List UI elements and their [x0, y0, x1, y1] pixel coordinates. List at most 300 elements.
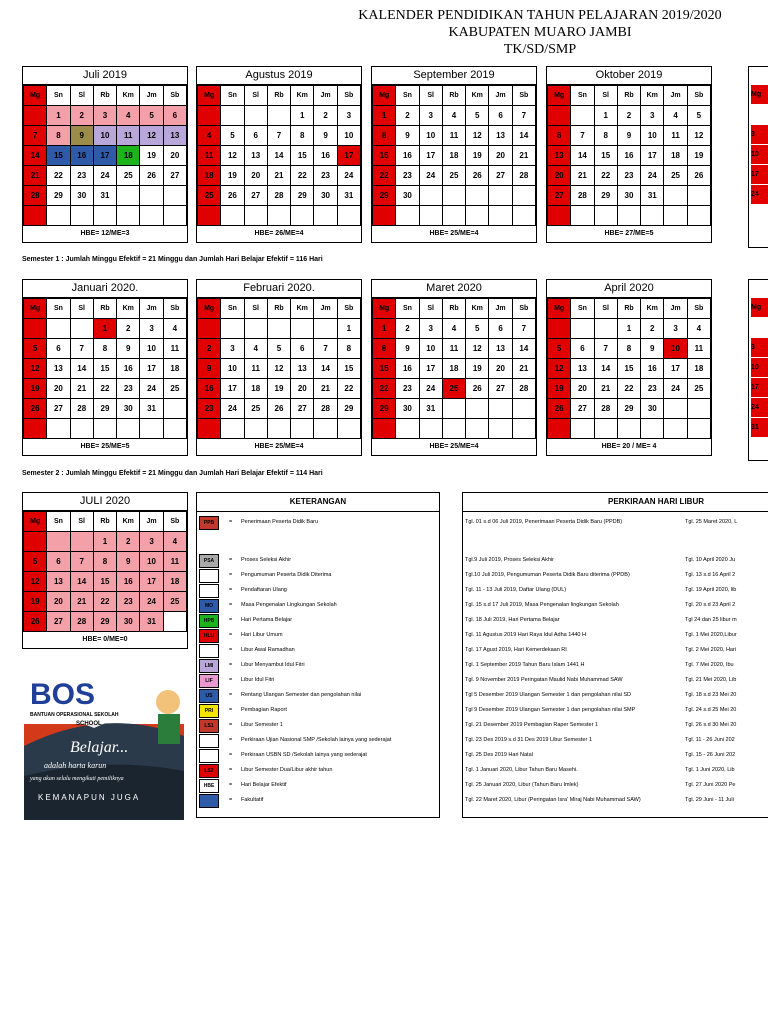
date-cell [571, 319, 594, 339]
date-cell: 14 [571, 146, 594, 166]
date-cell: 23 [117, 379, 140, 399]
date-cell: 8 [93, 552, 116, 572]
day-name-cell: Km [291, 86, 314, 106]
day-name-cell: Jm [140, 86, 163, 106]
date-cell: 15 [93, 572, 116, 592]
day-name-cell: Jm [489, 86, 512, 106]
date-cell: 17 [221, 379, 244, 399]
date-cell [267, 106, 290, 126]
date-cell [221, 206, 244, 226]
bos-logo-text: BOS [30, 678, 96, 711]
date-cell [373, 419, 396, 439]
month-title: September 2019 [372, 67, 536, 85]
bos-line-3: KEMANAPUN JUGA [38, 793, 141, 802]
date-cell: 12 [466, 339, 489, 359]
holiday-row [463, 658, 768, 672]
date-cell: 25 [198, 186, 221, 206]
date-cell [442, 419, 465, 439]
calendar-month [371, 66, 537, 243]
day-name-cell: Sb [337, 86, 360, 106]
legend-code: MO [199, 599, 219, 613]
date-cell: 5 [221, 126, 244, 146]
date-cell: 27 [291, 399, 314, 419]
stub-cell [751, 318, 768, 337]
date-cell: 2 [617, 106, 640, 126]
date-cell: 3 [93, 106, 116, 126]
date-cell: 26 [548, 399, 571, 419]
day-name-cell: Sn [571, 299, 594, 319]
legend-code: LS2 [199, 764, 219, 778]
holiday-text-right: Tgl. 1 Juni 2020, Lib [685, 767, 735, 773]
date-cell: 24 [221, 399, 244, 419]
day-name-cell: Rb [93, 299, 116, 319]
date-cell: 25 [163, 379, 186, 399]
legend-equals: = [229, 707, 233, 713]
date-cell [221, 106, 244, 126]
day-name-cell: Sb [687, 299, 710, 319]
legend-text: Proses Seleksi Akhir [241, 557, 292, 563]
date-cell: 27 [548, 186, 571, 206]
day-name-cell: Sb [687, 86, 710, 106]
stub-cell: 10 [751, 358, 768, 377]
day-name-cell: Sl [70, 512, 93, 532]
date-cell: 4 [687, 319, 710, 339]
date-cell: 25 [687, 379, 710, 399]
legend-text: Libur Awal Ramadhan [241, 647, 295, 653]
legend-text: Libur Idul Fitri [241, 677, 275, 683]
date-cell: 10 [664, 339, 687, 359]
day-name-cell: Sn [221, 86, 244, 106]
day-name-cell: Jm [314, 86, 337, 106]
month-footer: HBE= 12/ME=3 [80, 230, 130, 237]
holiday-row [463, 598, 768, 612]
date-cell: 9 [117, 552, 140, 572]
date-cell [512, 206, 535, 226]
date-cell: 17 [419, 146, 442, 166]
date-cell [687, 186, 710, 206]
date-cell [117, 206, 140, 226]
legend-text: Masa Pengenalan Lingkungan Sekolah [241, 602, 337, 608]
day-name-cell: Sb [512, 86, 535, 106]
month-title: Agustus 2019 [197, 67, 361, 85]
date-cell [489, 399, 512, 419]
date-cell: 21 [267, 166, 290, 186]
date-cell: 21 [314, 379, 337, 399]
date-cell [687, 419, 710, 439]
date-cell: 17 [93, 146, 116, 166]
legend-code: LIF [199, 674, 219, 688]
holiday-text-right: Tgl. 19 April 2020, lib [685, 587, 737, 593]
date-cell: 15 [337, 359, 360, 379]
date-cell: 20 [571, 379, 594, 399]
date-cell: 7 [571, 126, 594, 146]
stub-cell: 3 [751, 125, 768, 144]
date-cell: 21 [512, 359, 535, 379]
legend-header: KETERANGAN [197, 493, 439, 512]
date-cell: 25 [163, 592, 186, 612]
date-cell: 8 [373, 339, 396, 359]
date-cell: 24 [93, 166, 116, 186]
legend-row [197, 778, 437, 792]
legend-row [197, 733, 437, 747]
date-cell [163, 399, 186, 419]
date-cell [594, 319, 617, 339]
legend-equals: = [229, 782, 233, 788]
legend-equals: = [229, 632, 233, 638]
legend-equals: = [229, 587, 233, 593]
date-cell: 25 [442, 379, 465, 399]
semester-1-summary: Semester 1 : Jumlah Minggu Efektif = 21 Minggu dan Jumlah Hari Belajar Efektif = 116 Hari [22, 256, 323, 263]
bos-line-2: yang akan selalu mengikuti pemiliknya [30, 776, 124, 782]
day-name-cell: Rb [267, 299, 290, 319]
date-cell [337, 419, 360, 439]
date-cell: 31 [641, 186, 664, 206]
date-cell: 6 [47, 552, 70, 572]
date-cell: 30 [117, 612, 140, 632]
date-cell: 18 [163, 572, 186, 592]
legend-row [197, 673, 437, 687]
date-cell: 1 [594, 106, 617, 126]
date-cell: 15 [93, 359, 116, 379]
date-cell: 31 [337, 186, 360, 206]
date-cell [442, 399, 465, 419]
date-cell: 1 [291, 106, 314, 126]
date-cell: 22 [291, 166, 314, 186]
date-cell [466, 206, 489, 226]
date-cell: 1 [93, 532, 116, 552]
date-cell: 4 [163, 532, 186, 552]
month-title: Maret 2020 [372, 280, 536, 298]
date-cell: 28 [512, 379, 535, 399]
date-cell: 27 [571, 399, 594, 419]
date-cell [512, 186, 535, 206]
date-cell: 22 [594, 166, 617, 186]
date-cell: 9 [617, 126, 640, 146]
calendar-month [22, 279, 188, 456]
date-cell: 10 [140, 339, 163, 359]
date-cell: 29 [373, 186, 396, 206]
legend-code [199, 734, 219, 748]
holiday-text-right: Tgl. 25 Maret 2020, L [685, 519, 738, 525]
date-cell: 18 [117, 146, 140, 166]
legend-code: HPB [199, 614, 219, 628]
legend-equals: = [229, 737, 233, 743]
date-cell [163, 206, 186, 226]
date-cell: 15 [594, 146, 617, 166]
date-cell [664, 419, 687, 439]
date-cell: 7 [267, 126, 290, 146]
date-cell: 19 [221, 166, 244, 186]
date-cell: 19 [548, 379, 571, 399]
date-cell [221, 419, 244, 439]
date-cell [594, 206, 617, 226]
calendar-month [196, 279, 362, 456]
date-cell [617, 206, 640, 226]
legend-equals: = [229, 557, 233, 563]
holiday-text-left: Tgl. 18 Juli 2019, Hari Pertama Belajar [465, 617, 560, 623]
date-cell: 20 [47, 379, 70, 399]
date-cell [396, 206, 419, 226]
holiday-text-right: Tgl. 10 April 2020 Ju [685, 557, 736, 563]
legend-row [197, 598, 437, 612]
date-cell: 12 [140, 126, 163, 146]
holiday-text-right: Tgl. 21 Mei 2020, Lib [685, 677, 737, 683]
date-cell: 23 [117, 592, 140, 612]
date-cell: 20 [244, 166, 267, 186]
date-cell [314, 206, 337, 226]
date-cell: 15 [373, 146, 396, 166]
legend-row [197, 643, 437, 657]
date-cell: 2 [396, 319, 419, 339]
day-name-cell: Sn [221, 299, 244, 319]
date-cell [641, 419, 664, 439]
holiday-text-right: Tgl. 26 s.d 30 Mei 20 [685, 722, 737, 728]
date-cell: 13 [47, 572, 70, 592]
legend-row [197, 628, 437, 642]
date-cell [24, 206, 47, 226]
holiday-row [463, 568, 768, 582]
date-cell: 14 [314, 359, 337, 379]
date-cell: 26 [24, 612, 47, 632]
date-cell [419, 186, 442, 206]
date-cell: 21 [24, 166, 47, 186]
date-cell: 30 [617, 186, 640, 206]
date-cell: 26 [466, 379, 489, 399]
date-cell: 18 [244, 379, 267, 399]
holiday-text-left: Tgl. 1 September 2019 Tahun Baru Islam 1441 H [465, 662, 585, 668]
day-name-cell: Sn [396, 86, 419, 106]
day-name-cell: Km [291, 299, 314, 319]
date-cell: 21 [70, 379, 93, 399]
date-cell: 16 [117, 572, 140, 592]
date-cell: 13 [548, 146, 571, 166]
date-cell: 19 [466, 359, 489, 379]
stub-cell: Mg [751, 298, 768, 317]
date-cell [24, 319, 47, 339]
date-cell: 4 [244, 339, 267, 359]
holiday-text-right: Tgl. 29 Juni - 11 Juli [685, 797, 734, 803]
date-cell: 12 [548, 359, 571, 379]
date-cell: 30 [70, 186, 93, 206]
date-cell [244, 419, 267, 439]
date-cell [548, 206, 571, 226]
date-cell: 25 [117, 166, 140, 186]
date-cell [291, 319, 314, 339]
date-cell: 20 [489, 359, 512, 379]
date-cell: 1 [93, 319, 116, 339]
stub-cell: 17 [751, 165, 768, 184]
date-cell [267, 206, 290, 226]
date-cell: 4 [163, 319, 186, 339]
date-cell [687, 399, 710, 419]
date-cell: 14 [512, 126, 535, 146]
day-name-cell: Sb [163, 512, 186, 532]
day-name-cell: Sl [70, 299, 93, 319]
date-cell: 11 [687, 339, 710, 359]
date-cell: 7 [24, 126, 47, 146]
date-cell: 18 [442, 359, 465, 379]
date-cell [396, 419, 419, 439]
date-cell: 30 [641, 399, 664, 419]
date-cell: 28 [314, 399, 337, 419]
date-cell: 1 [373, 319, 396, 339]
stub-cell: 10 [751, 145, 768, 164]
day-name-cell: Rb [442, 299, 465, 319]
legend-code: PRI [199, 704, 219, 718]
calendar-month [546, 66, 712, 243]
day-name-cell: Km [641, 86, 664, 106]
date-cell [24, 532, 47, 552]
day-name-cell: Jm [140, 512, 163, 532]
date-cell: 26 [466, 166, 489, 186]
holiday-text-right: Tgl. 1 Mei 2020,Libur [685, 632, 737, 638]
date-cell: 19 [140, 146, 163, 166]
date-cell [70, 532, 93, 552]
legend-row [197, 793, 437, 807]
date-cell [267, 419, 290, 439]
legend-row [197, 613, 437, 627]
date-cell: 10 [221, 359, 244, 379]
date-cell: 9 [198, 359, 221, 379]
date-cell: 28 [594, 399, 617, 419]
legend-equals: = [229, 722, 233, 728]
legend-code: PSA [199, 554, 219, 568]
day-name-cell: Rb [267, 86, 290, 106]
legend-text: Hari Libur Umum [241, 632, 283, 638]
date-cell: 16 [641, 359, 664, 379]
date-cell: 2 [396, 106, 419, 126]
date-cell: 4 [198, 126, 221, 146]
date-cell: 6 [291, 339, 314, 359]
date-cell: 5 [548, 339, 571, 359]
legend-row [197, 688, 437, 702]
date-cell: 8 [93, 339, 116, 359]
date-cell: 19 [466, 146, 489, 166]
date-cell: 25 [442, 166, 465, 186]
date-cell: 19 [267, 379, 290, 399]
date-cell: 13 [571, 359, 594, 379]
day-name-cell: Jm [314, 299, 337, 319]
day-name-cell: Mg [24, 512, 47, 532]
date-cell: 9 [396, 126, 419, 146]
date-cell: 16 [70, 146, 93, 166]
holiday-text-left: Tgl. 01 s.d 06 Juli 2019, Penerimaan Peserta Didik Baru (PPDB) [465, 519, 623, 525]
month-footer: HBE= 25/ME=4 [254, 443, 304, 450]
date-cell: 12 [687, 126, 710, 146]
legend-equals: = [229, 602, 233, 608]
date-cell: 31 [419, 399, 442, 419]
date-cell: 11 [117, 126, 140, 146]
day-name-cell: Km [466, 299, 489, 319]
date-cell: 13 [244, 146, 267, 166]
date-cell: 17 [641, 146, 664, 166]
day-name-cell: Sl [419, 299, 442, 319]
date-cell: 11 [442, 339, 465, 359]
date-cell [70, 419, 93, 439]
date-cell: 15 [291, 146, 314, 166]
date-cell: 29 [373, 399, 396, 419]
day-name-cell: Jm [140, 299, 163, 319]
date-cell: 18 [664, 146, 687, 166]
date-cell [140, 419, 163, 439]
legend-text: Libur Semester Dua/Libur akhir tahun [241, 767, 333, 773]
holiday-row [463, 778, 768, 792]
calendar-month [22, 492, 188, 649]
date-cell: 14 [267, 146, 290, 166]
date-cell [512, 419, 535, 439]
date-cell: 16 [396, 146, 419, 166]
month-title: Juli 2019 [23, 67, 187, 85]
date-cell: 10 [337, 126, 360, 146]
date-cell [198, 206, 221, 226]
month-footer: HBE= 25/ME=5 [80, 443, 130, 450]
date-cell [117, 419, 140, 439]
date-cell [489, 206, 512, 226]
calendar-month [546, 279, 712, 456]
holiday-text-right: Tgl. 24 s.d 25 Mei 20 [685, 707, 737, 713]
date-cell: 6 [489, 106, 512, 126]
legend-code: PPB [199, 516, 219, 530]
month-footer: HBE= 20 / ME= 4 [601, 443, 657, 450]
date-cell: 9 [641, 339, 664, 359]
legend-row [197, 658, 437, 672]
date-cell: 11 [163, 552, 186, 572]
stub-cell: 17 [751, 378, 768, 397]
date-cell [466, 399, 489, 419]
calendar-month [196, 66, 362, 243]
date-cell: 6 [244, 126, 267, 146]
legend-code [199, 569, 219, 583]
day-name-cell: Mg [24, 86, 47, 106]
date-cell: 23 [617, 166, 640, 186]
legend-code [199, 584, 219, 598]
date-cell: 24 [641, 166, 664, 186]
holiday-text-left: Tgl. 9 November 2019 Peringatan Maulid Nabi Muhammad SAW [465, 677, 623, 683]
day-name-cell: Mg [373, 86, 396, 106]
month-footer: HBE= 0/ME=0 [82, 636, 128, 643]
date-cell: 24 [140, 592, 163, 612]
date-cell: 31 [140, 399, 163, 419]
date-cell: 20 [548, 166, 571, 186]
bos-belajar-text: Belajar... [70, 739, 129, 756]
legend-equals: = [229, 647, 233, 653]
date-cell: 7 [512, 319, 535, 339]
date-cell: 27 [489, 166, 512, 186]
holiday-text-right: Tgl. 15 - 26 Juni 202 [685, 752, 736, 758]
date-cell [442, 186, 465, 206]
date-cell [140, 186, 163, 206]
holiday-row [463, 793, 768, 807]
holiday-text-left: Tgl. 22 Maret 2020, Libur (Peringatan Isra' Miraj Nabi Muhammad SAW) [465, 797, 641, 803]
date-cell [687, 206, 710, 226]
date-cell: 1 [337, 319, 360, 339]
date-cell: 31 [93, 186, 116, 206]
date-cell: 3 [641, 106, 664, 126]
date-cell: 26 [687, 166, 710, 186]
date-cell: 14 [70, 359, 93, 379]
date-cell [47, 532, 70, 552]
date-cell: 5 [140, 106, 163, 126]
legend-row [197, 703, 437, 717]
day-name-cell: Jm [664, 299, 687, 319]
date-cell: 29 [617, 399, 640, 419]
date-cell [198, 106, 221, 126]
legend-row [197, 763, 437, 777]
date-cell: 21 [571, 166, 594, 186]
legend-text: Libur Menyambut Idul Fitri [241, 662, 305, 668]
date-cell: 4 [664, 106, 687, 126]
date-cell: 28 [70, 399, 93, 419]
